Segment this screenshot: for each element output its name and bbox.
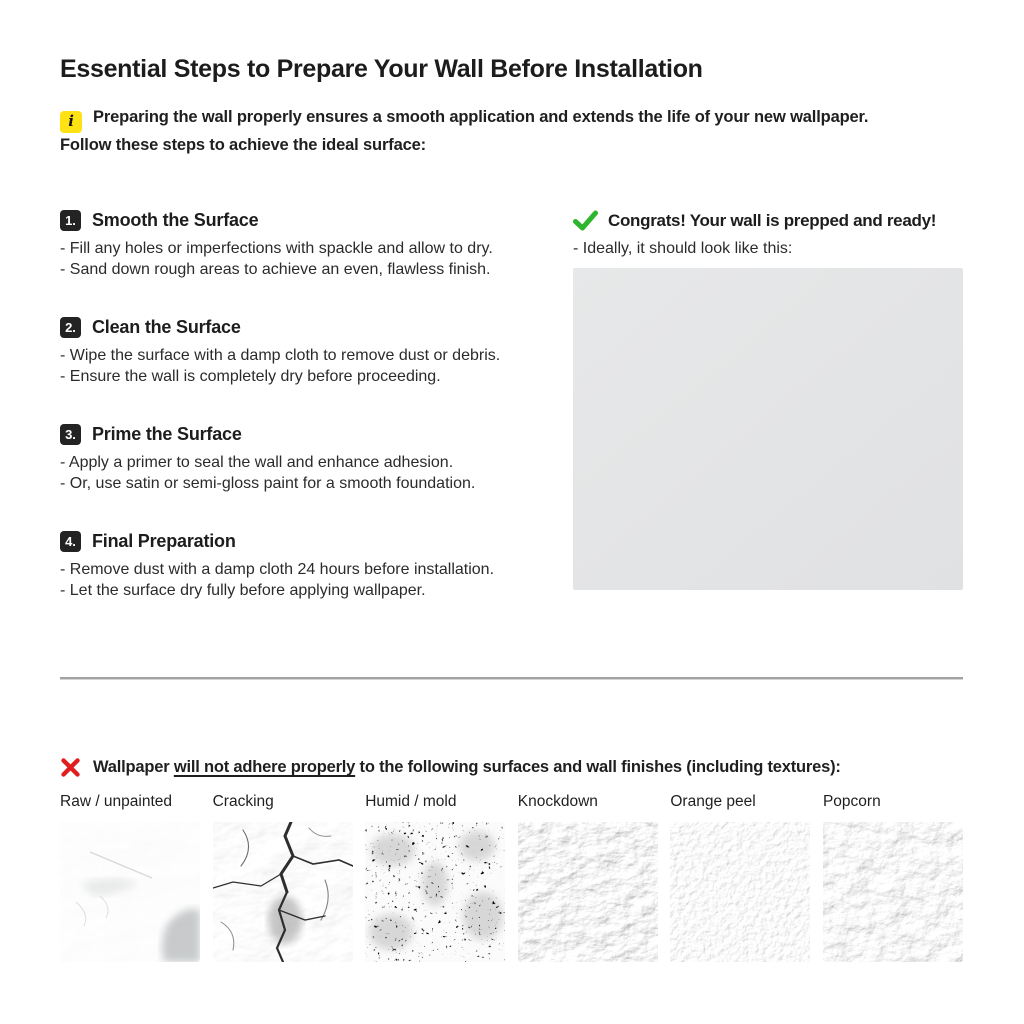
texture-label: Cracking [212,793,274,810]
texture-image-knockdown [518,822,658,962]
warning-prefix: Wallpaper [93,758,174,776]
step-instruction: - Remove dust with a damp cloth 24 hours before installation. [60,561,495,578]
steps-column [60,210,530,638]
result-subtitle: - Ideally, it should look like this: [573,240,793,257]
intro-line-1: Preparing the wall properly ensures a smooth application and extends the life of your new wallpaper. [93,108,869,126]
warning-suffix: to the following surfaces and wall finishes (including textures): [355,758,841,776]
step-title: Smooth the Surface [92,210,259,230]
texture-cell-cracking [213,793,353,962]
step-heading [60,531,530,552]
x-icon [60,757,81,778]
texture-label: Knockdown [517,793,598,810]
texture-image-raw-unpainted [60,822,200,962]
result-title: Congrats! Your wall is prepped and ready! [608,210,937,230]
step-heading [60,210,530,231]
step-number-badge: 4. [60,531,81,552]
check-icon [573,210,598,231]
step-smooth-the-surface [60,210,530,280]
texture-label: Humid / mold [365,793,457,810]
info-icon: i [60,111,82,133]
step-prime-the-surface [60,424,530,494]
texture-image-cracking [213,822,353,962]
step-title: Prime the Surface [92,424,242,444]
step-final-preparation [60,531,530,601]
prepped-wall-image [573,268,963,590]
bad-surfaces-row [60,793,963,962]
warning-text [93,758,841,777]
intro-line-2: Follow these steps to achieve the ideal surface: [60,136,426,154]
step-instruction: - Wipe the surface with a damp cloth to remove dust or debris. [60,347,501,364]
texture-cell-knockdown [518,793,658,962]
step-instruction: - Apply a primer to seal the wall and enhance adhesion. [60,454,454,471]
texture-cell-humid-mold [365,793,505,962]
texture-cell-orange-peel [670,793,810,962]
result-column [573,210,963,590]
step-instruction: - Or, use satin or semi-gloss paint for a smooth foundation. [60,474,476,492]
page-title: Essential Steps to Prepare Your Wall Before Installation [60,55,703,83]
intro-paragraph [60,105,990,157]
step-instruction: - Ensure the wall is completely dry before proceeding. [60,367,441,385]
step-clean-the-surface [60,317,530,387]
step-instruction: - Sand down rough areas to achieve an even, flawless finish. [60,260,491,278]
texture-image-orange-peel [670,822,810,962]
section-divider [60,677,963,679]
step-instruction: - Let the surface dry fully before applying wallpaper. [60,581,426,599]
step-instruction: - Fill any holes or imperfections with spackle and allow to dry. [60,240,493,257]
warning-heading [60,757,841,778]
step-heading [60,424,530,445]
texture-image-popcorn [823,822,963,962]
result-heading [573,210,963,231]
texture-label: Orange peel [670,793,756,810]
texture-image-humid-mold [365,822,505,962]
step-number-badge: 1. [60,210,81,231]
step-number-badge: 2. [60,317,81,338]
texture-cell-popcorn [823,793,963,962]
warning-emphasis: will not adhere properly [173,758,356,776]
texture-label: Popcorn [822,793,881,810]
texture-label: Raw / unpainted [60,793,173,810]
step-title: Clean the Surface [92,317,241,337]
texture-cell-raw-unpainted [60,793,200,962]
step-number-badge: 3. [60,424,81,445]
step-heading [60,317,530,338]
step-title: Final Preparation [92,531,236,551]
